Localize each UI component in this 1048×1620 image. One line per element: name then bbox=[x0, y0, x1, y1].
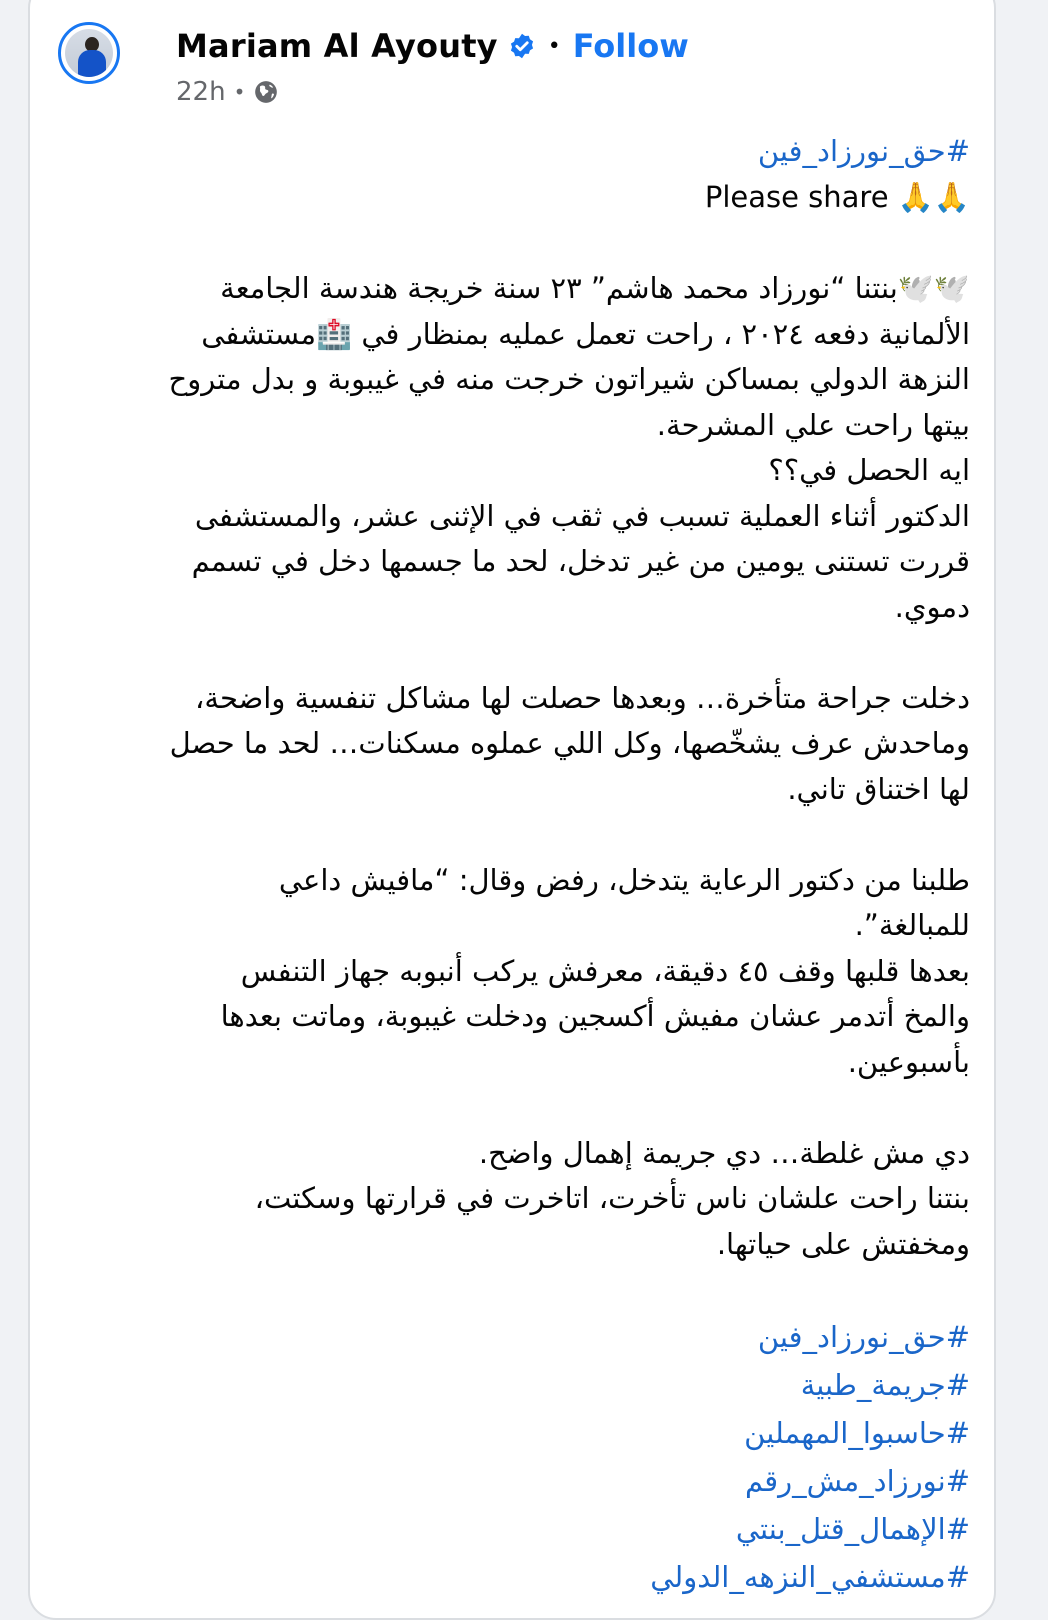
hashtag-link[interactable]: #حاسبوا_المهملين bbox=[744, 1415, 970, 1450]
post-text-line: 🕊️🕊️بنتنا “نورزاد محمد هاشم” ٢٣ سنة خريجة هندسة الجامعة bbox=[220, 271, 970, 305]
hashtag-link[interactable]: #مستشفي_النزهه_الدولي bbox=[650, 1559, 970, 1594]
paragraph-gap bbox=[70, 1085, 970, 1131]
post-text-line: دموي. bbox=[894, 589, 970, 624]
post-text-line: الدكتور أثناء العملية تسبب في ثقب في الإثنى عشر، والمستشفى bbox=[194, 498, 970, 533]
post-header bbox=[58, 22, 958, 107]
author-row bbox=[176, 22, 689, 70]
post-text-line: وماحدش عرف يشخّصها، وكل اللي عملوه مسكنات… لحد ما حصل bbox=[169, 726, 970, 760]
meta-separator: • bbox=[233, 80, 246, 104]
post-text-line: الألمانية دفعه ٢٠٢٤ ، راحت تعمل عمليه بمنظار في 🏥مستشفى bbox=[201, 316, 970, 351]
author-name[interactable]: Mariam Al Ayouty bbox=[176, 27, 498, 65]
separator-dot: • bbox=[547, 33, 561, 59]
post-text-line: ومخفتش على حياتها. bbox=[716, 1226, 970, 1261]
verified-badge-icon bbox=[508, 32, 536, 60]
post-text-line: طلبنا من دكتور الرعاية يتدخل، رفض وقال: “مافيش داعي bbox=[278, 862, 970, 897]
post-text-line: للمبالغة”. bbox=[854, 908, 970, 942]
post-text-line: قررت تستنى يومين من غير تدخل، لحد ما جسمها دخل في تسمم bbox=[191, 544, 970, 578]
please-share-text: Please share 🙏🙏 bbox=[704, 180, 970, 214]
hashtag-list bbox=[70, 1313, 970, 1601]
hashtag-link[interactable]: #الإهمال_قتل_بنتي bbox=[735, 1511, 970, 1546]
globe-icon[interactable] bbox=[253, 79, 279, 105]
post-time[interactable]: 22h bbox=[176, 77, 226, 107]
post-card bbox=[28, 0, 996, 1620]
follow-button[interactable]: Follow bbox=[572, 27, 689, 65]
post-text-line: لها اختناق تاني. bbox=[787, 771, 970, 806]
hashtag-link[interactable]: #حق_نورزاد_فين bbox=[757, 134, 970, 168]
post-text-line: ايه الحصل في؟؟ bbox=[768, 453, 970, 487]
avatar[interactable] bbox=[58, 22, 120, 84]
post-body bbox=[70, 127, 970, 1601]
hashtag-link[interactable]: #نورزاد_مش_رقم bbox=[744, 1463, 970, 1498]
post-text-line: بيتها راحت علي المشرحة. bbox=[656, 407, 970, 442]
paragraph-gap bbox=[70, 630, 970, 676]
post-text-line: بعدها قلبها وقف ٤٥ دقيقة، معرفش يركب أنبوبه جهاز التنفس bbox=[240, 953, 970, 988]
post-text-line: دي مش غلطة… دي جريمة إهمال واضح. bbox=[478, 1135, 970, 1170]
post-text-line: بنتنا راحت علشان ناس تأخرت، اتاخرت في قرارتها وسكتت، bbox=[254, 1181, 970, 1215]
post-text-line: النزهة الدولي بمساكن شيراتون خرجت منه في غيبوبة و بدل متروح bbox=[168, 362, 970, 396]
post-text-line: دخلت جراحة متأخرة… وبعدها حصلت لها مشاكل تنفسية واضحة، bbox=[195, 680, 970, 715]
post-text bbox=[70, 266, 970, 1267]
post-text-line: والمخ أتدمر عشان مفيش أكسجين ودخلت غيبوبة، وماتت بعدها bbox=[220, 999, 970, 1033]
post-meta bbox=[176, 72, 279, 112]
hashtag-link[interactable]: #جريمة_طبية bbox=[800, 1367, 970, 1402]
paragraph-gap bbox=[70, 812, 970, 858]
hashtag-link[interactable]: #حق_نورزاد_فين bbox=[757, 1319, 970, 1354]
post-text-line: بأسبوعين. bbox=[847, 1044, 970, 1079]
